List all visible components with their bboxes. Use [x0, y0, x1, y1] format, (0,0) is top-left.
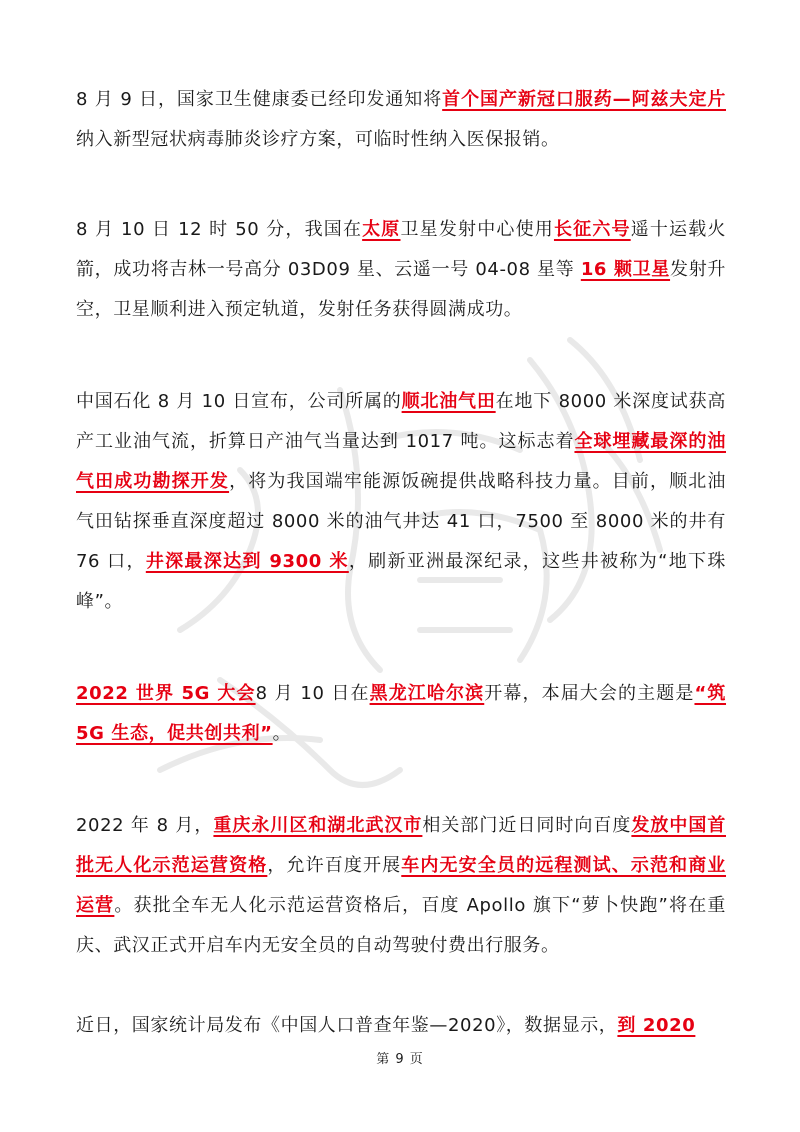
highlighted-text: 首个国产新冠口服药—阿兹夫定片	[442, 89, 726, 110]
article-body	[76, 80, 726, 1098]
paragraph-p2	[76, 210, 726, 330]
body-text: 纳入新型冠状病毒肺炎诊疗方案，可临时性纳入医保报销。	[76, 129, 560, 150]
paragraph-p1	[76, 80, 726, 160]
body-text: 中国石化 8 月 10 日宣布，公司所属的	[76, 391, 402, 412]
highlighted-text: 车内无安全员的远程测试、示范和商业运营	[76, 855, 727, 916]
highlighted-text: 太原	[362, 219, 401, 240]
body-text: 遥十运载火箭，成功将吉林一号高分 03D09 星、云遥一号 04-08 星等	[76, 219, 727, 280]
paragraph-p5	[76, 806, 726, 966]
body-text: 相关部门近日同时向百度	[422, 815, 632, 836]
highlighted-text: 16 颗卫星	[580, 259, 671, 280]
body-text: ，刷新亚洲最深纪录，这些井被称为“地下珠峰”。	[76, 551, 726, 612]
paragraph-p4	[76, 674, 726, 754]
body-text: 。获批全车无人化示范运营资格后，百度 Apollo 旗下“萝卜快跑”将在重庆、武汉正式开启车内无安全员的自动驾驶付费出行服务。	[76, 895, 726, 956]
page-number: 第 9 页	[376, 1052, 424, 1067]
body-text: 8 月 10 日在	[255, 683, 370, 704]
body-text: 。	[272, 723, 292, 744]
highlighted-text: 黑龙江哈尔滨	[369, 683, 485, 704]
body-text: 8 月 10 日 12 时 50 分，我国在	[76, 219, 363, 240]
body-text: 开幕，本届大会的主题是	[484, 683, 695, 704]
highlighted-text: 顺北油气田	[401, 391, 496, 412]
highlighted-text: 井深最深达到 9300 米	[145, 551, 349, 572]
body-text: 发射升空，卫星顺利进入预定轨道，发射任务获得圆满成功。	[76, 259, 726, 320]
highlighted-text: “筑 5G 生态，促共创共利”	[76, 683, 727, 744]
highlighted-text: 全球埋藏最深的油气田成功勘探开发	[76, 431, 726, 492]
paragraph-p3	[76, 382, 726, 622]
body-text: 2022 年 8 月，	[76, 815, 214, 836]
highlighted-text: 2022 世界 5G 大会	[76, 683, 256, 704]
highlighted-text: 长征六号	[553, 219, 631, 240]
body-text: 在地下 8000 米深度试获高产工业油气流，折算日产油气当量达到 1017 吨。这标志着	[76, 391, 726, 452]
body-text: 8 月 9 日，国家卫生健康委已经印发通知将	[76, 89, 443, 110]
body-text: 近日，国家统计局发布《中国人口普查年鉴—2020》，数据显示，	[76, 1015, 618, 1036]
body-text: 卫星发射中心使用	[400, 219, 554, 240]
highlighted-text: 重庆永川区和湖北武汉市	[213, 815, 423, 836]
highlighted-text: 到 2020	[617, 1015, 696, 1036]
body-text: ，允许百度开展	[267, 855, 402, 876]
highlighted-text: 发放中国首批无人化示范运营资格	[76, 815, 726, 876]
paragraph-p6	[76, 1006, 726, 1046]
body-text: ，将为我国端牢能源饭碗提供战略科技力量。目前，顺北油气田钻探垂直深度超过 8000 米的油气井达 41 口，7500 至 8000 米的井有 76 口，	[76, 471, 726, 572]
